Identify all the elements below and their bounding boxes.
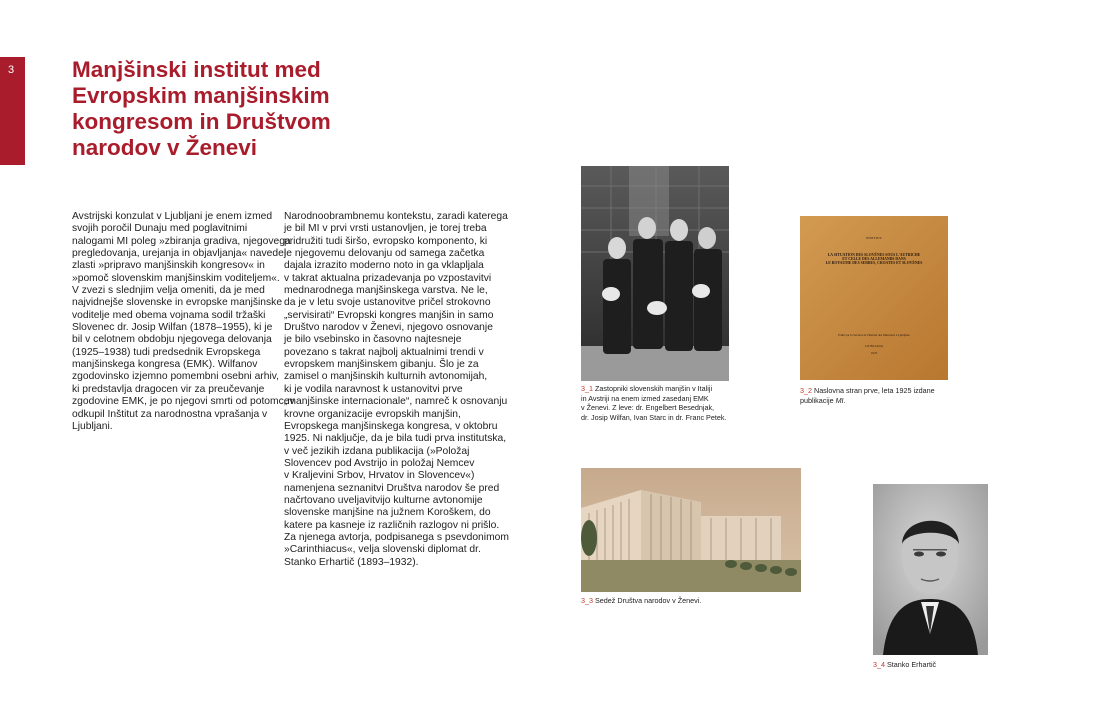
caption-text: publikacije xyxy=(800,395,836,405)
figure-number: 3_3 xyxy=(581,596,593,605)
body-text-line: v Kraljevini Srbov, Hrvatov in Slovencev«) xyxy=(284,470,475,482)
body-text-line: voditelje med obema vojnama sodil tržaški xyxy=(72,309,266,321)
body-text-line: nalogami MI poleg »zbiranja gradiva, njegovega xyxy=(72,235,291,247)
body-text-line: Stanko Erhartič (1893–1932). xyxy=(284,556,419,568)
caption-line: v Ženevi. Z leve: dr. Engelbert Besednjak, xyxy=(581,403,715,413)
body-text-line: v več jezikih izdana publikacija (»Položaj xyxy=(284,445,470,457)
body-text-line: svojih poročil Dunaju med poglavitnimi xyxy=(72,223,248,235)
caption-line: in Avstriji na enem izmed zasedanj EMK xyxy=(581,393,709,403)
cover-city: LJUBLJANA xyxy=(864,344,884,348)
body-text-line: katere pa kasneje iz različnih razlogov ni prišlo. xyxy=(284,519,500,531)
body-text-line: ki predstavlja dragocen vir za preučevanje xyxy=(72,383,265,395)
figure-number: 3_4 xyxy=(873,660,885,669)
caption-line xyxy=(581,596,781,606)
body-text-line: Ljubljani. xyxy=(72,420,113,432)
body-text-line: načrtovano uveljavitvijo kulturne avtonomije xyxy=(284,494,483,506)
chapter-number-tab xyxy=(0,57,25,165)
caption-text: Sedež Društva narodov v Ženevi. xyxy=(593,596,702,605)
cover-title-line: LE ROYAUME DES SERBES, CROATES ET SLOVÈNES xyxy=(825,261,923,265)
body-text-line: 1925. Ni naključje, da je bila tudi prva institutska, xyxy=(284,433,507,445)
cover-title-line: LA SITUATION DES SLOVÈNES SOUS L'AUTRICHE xyxy=(827,253,921,257)
chapter-number: 3 xyxy=(8,64,15,76)
figure-caption xyxy=(581,384,751,422)
body-text-line: Za njenega avtorja, podpisanega s psevdonimom xyxy=(284,531,509,543)
body-text-line: zlasti »pripravo manjšinskih kongresov« in xyxy=(72,260,265,272)
caption-text: Stanko Erhartič xyxy=(885,660,937,669)
body-text-line: mednarodnega manjšinskega varstva. Ne le, xyxy=(284,285,488,297)
league-of-nations-building-photo xyxy=(581,468,801,592)
cover-title-line: ET CELLE DES ALLEMANDS DANS xyxy=(842,257,906,261)
caption-italic: MI xyxy=(835,395,844,405)
cover-institute: INSTITUT xyxy=(866,236,882,240)
body-text-line: evropskem manjšinskem gibanju. Šlo je za xyxy=(284,359,479,371)
body-column-right xyxy=(284,211,534,569)
caption-line xyxy=(581,384,751,394)
body-text-line: »pomoč slovenskim manjšinskim voditeljem«. xyxy=(72,272,280,284)
group-photo xyxy=(581,166,729,381)
body-text-line: zgodovinsko izjemno pomembni osebni arhiv, xyxy=(72,371,279,383)
body-text-line: Društvo narodov v Ženevi, njegovo osnovanje xyxy=(284,322,493,334)
body-text-line: Avstrijski konzulat v Ljubljani je enem izmed xyxy=(72,211,273,222)
body-text-line: (1925–1938) tudi predsednik Evropskega xyxy=(72,346,261,358)
body-text-line: krovne organizacije evropskih manjšin, xyxy=(284,408,461,420)
body-text-line: je njegovemu delovanju od samega začetka xyxy=(284,248,485,260)
body-text-line: odkupil Inštitut za narodnostna vprašanja v xyxy=(72,408,268,420)
title-line: kongresom in Društvom xyxy=(72,109,331,134)
cover-year: 1925 xyxy=(870,351,878,355)
body-text-line: namenjena seznanitvi Društva narodov še pred xyxy=(284,482,500,494)
body-text-line: Slovencev pod Avstrijo in položaj Nemcev xyxy=(284,457,475,469)
portrait-photo xyxy=(873,484,988,655)
body-text-line: dajala izrazito moderno noto in ga vklapljala xyxy=(284,260,484,272)
figure-caption xyxy=(873,660,993,670)
title-line: Evropskim manjšinskim xyxy=(72,83,330,108)
body-text-line: v takrat aktualna prizadevanja po vzpostavitvi xyxy=(284,272,492,284)
caption-text: . xyxy=(843,395,846,405)
figure-caption xyxy=(581,596,781,606)
cover-edition: Edité par la Section de l'Institut des Minorités à Ljubljana xyxy=(838,333,910,337)
body-text-line: najvidnejše slovenske in evropske manjšinske xyxy=(72,297,283,309)
title-line: narodov v Ženevi xyxy=(72,135,258,160)
body-text-line: je bil MI v prvi vrsti ustanovljen, je torej treba xyxy=(284,223,487,235)
caption-line xyxy=(800,396,970,406)
body-text-line: „servisirati“ Evropski kongres manjšin in samo xyxy=(284,309,494,321)
body-text-line: ki je vodila naravnost k ustanovitvi prve xyxy=(284,383,463,395)
body-text-line: zamisel o manjšinskih kulturnih avtonomijah, xyxy=(284,371,488,383)
body-text-line: bil v celotnem obdobju njegovega delovanja xyxy=(72,334,272,346)
body-text-line: Slovenec dr. Josip Wilfan (1878–1955), ki je xyxy=(72,322,273,334)
body-text-line: »Carinthiacus«, velja slovenski diplomat dr. xyxy=(284,544,481,556)
caption-text: Zastopniki slovenskih manjšin v Italiji xyxy=(593,384,713,393)
figure-number: 3_2 xyxy=(800,386,812,395)
figure-number: 3_1 xyxy=(581,384,593,393)
caption-line: dr. Josip Wilfan, Ivan Starc in dr. Franc Petek. xyxy=(581,412,727,422)
caption-line xyxy=(800,386,970,396)
publication-cover xyxy=(800,216,948,380)
figure-caption xyxy=(800,386,970,405)
caption-line xyxy=(873,660,993,670)
caption-text: Naslovna stran prve, leta 1925 izdane xyxy=(812,386,935,395)
body-text-line: pridružiti tudi širšo, evropsko komponento, ki xyxy=(284,235,488,247)
body-text-line: da je v letu svoje ustanovitve pričel strokovno xyxy=(284,297,491,309)
body-column-left xyxy=(72,211,295,433)
title-line: Manjšinski institut med xyxy=(72,57,321,82)
body-text-line: Narodnoobrambnemu kontekstu, zaradi katerega xyxy=(284,211,508,222)
body-text-line: „manjšinske internacionale“, namreč k osnovanju xyxy=(284,396,508,408)
body-text-line: V zvezi s slednjim velja omeniti, da je med xyxy=(72,285,265,297)
page-title xyxy=(72,57,362,161)
body-text-line: pregledovanja, urejanja in objavljanja« navedel xyxy=(72,248,287,260)
body-text-line: manjšinskega kongresa (EMK). Wilfanov xyxy=(72,359,258,371)
body-text-line: zgodovine EMK, je po njegovi smrti od potomcev xyxy=(72,396,295,408)
body-text-line: je bilo vsebinsko in časovno najtesneje xyxy=(284,334,462,346)
body-text-line: Evropskega manjšinskega kongresa, v oktobru xyxy=(284,420,498,432)
body-text-line: slovenske manjšine na južnem Koroškem, do xyxy=(284,507,491,519)
body-text-line: povezano s takrat najbolj aktualnimi trendi v xyxy=(284,346,484,358)
